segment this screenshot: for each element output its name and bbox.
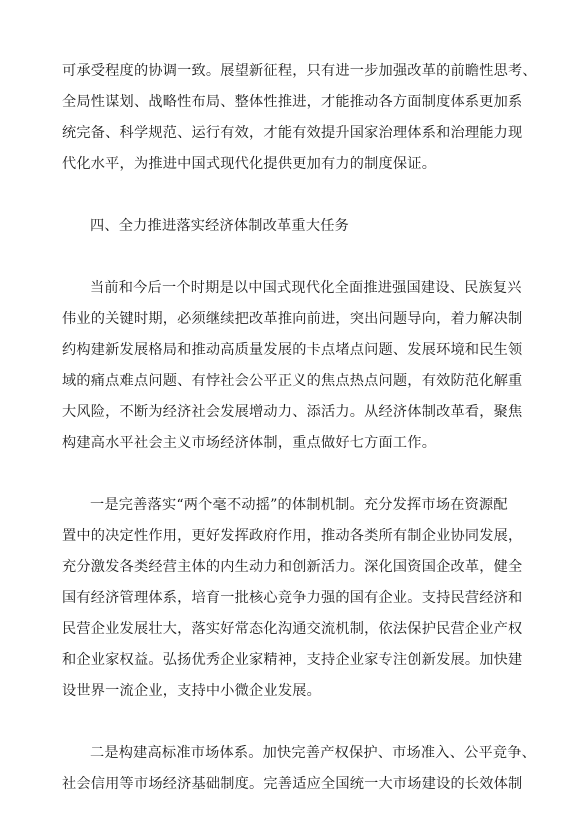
paragraph-line: 充分激发各类经营主体的内生动力和创新活力。深化国资国企改革，健全: [62, 559, 523, 575]
paragraph-line: 伟业的关键时期，必须继续把改革推向前进，突出问题导向，着力解决制: [62, 311, 523, 327]
paragraph-line: 全局性谋划、战略性布局、整体性推进，才能推动各方面制度体系更加系: [62, 94, 523, 110]
paragraph-line: 社会信用等市场经济基础制度。完善适应全国统一大市场建设的长效体制: [62, 776, 523, 792]
paragraph-line: 统完备、科学规范、运行有效，才能有效提升国家治理体系和治理能力现: [62, 125, 523, 141]
paragraph-line: 一是完善落实“两个毫不动摇”的体制机制。充分发挥市场在资源配: [90, 497, 508, 513]
paragraph-line: 民营企业发展壮大，落实好常态化沟通交流机制，依法保护民营企业产权: [62, 621, 523, 637]
paragraph-line: 大风险，不断为经济社会发展增动力、添活力。从经济体制改革看，聚焦: [62, 404, 523, 420]
paragraph-line: 代化水平，为推进中国式现代化提供更加有力的制度保证。: [62, 156, 437, 172]
paragraph-line: 国有经济管理体系，培育一批核心竞争力强的国有企业。支持民营经济和: [62, 590, 523, 606]
paragraph-line: 当前和今后一个时期是以中国式现代化全面推进强国建设、民族复兴: [90, 280, 522, 296]
paragraph-line: 二是构建高标准市场体系。加快完善产权保护、市场准入、公平竞争、: [90, 745, 537, 761]
paragraph-line: 构建高水平社会主义市场经济体制，重点做好七方面工作。: [62, 435, 437, 451]
paragraph-line: 域的痛点难点问题、有悖社会公平正义的焦点热点问题，有效防范化解重: [62, 373, 523, 389]
paragraph-line: 置中的决定性作用，更好发挥政府作用，推动各类所有制企业协同发展，: [62, 528, 523, 544]
paragraph-line: 和企业家权益。弘扬优秀企业家精神，支持企业家专注创新发展。加快建: [62, 652, 523, 668]
section-heading: 四、全力推进落实经济体制改革重大任务: [90, 218, 349, 234]
paragraph-line: 设世界一流企业，支持中小微企业发展。: [62, 683, 321, 699]
paragraph-line: 可承受程度的协调一致。展望新征程，只有进一步加强改革的前瞻性思考、: [62, 63, 537, 79]
paragraph-line: 约构建新发展格局和推动高质量发展的卡点堵点问题、发展环境和民生领: [62, 342, 523, 358]
